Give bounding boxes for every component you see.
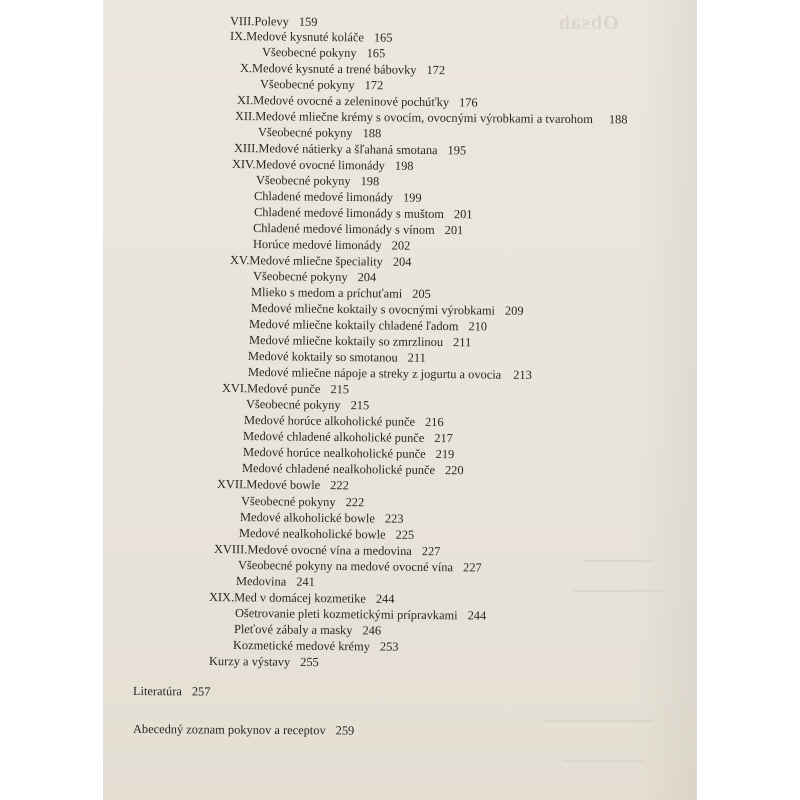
page-number: 198 <box>394 158 414 173</box>
chapter-number: XIII. <box>233 141 259 156</box>
entry-title: Medové ovocné limonády <box>255 157 385 173</box>
toc-back-matter-entry <box>133 684 211 699</box>
entry-title: Med v domácej kozmetike <box>234 590 366 606</box>
toc-chapter-entry <box>209 590 395 606</box>
entry-title: Všeobecné pokyny <box>240 494 336 509</box>
entry-title: Medové chladené nealkoholické punče <box>241 461 436 478</box>
page-number: 241 <box>296 574 315 589</box>
entry-title: Chladené medové limonády s vínom <box>252 221 435 237</box>
entry-title: Všeobecné pokyny <box>259 77 355 92</box>
toc-section-entry <box>253 237 410 253</box>
toc-section-entry <box>249 333 471 349</box>
page-number: 227 <box>421 544 441 559</box>
page-number: 253 <box>379 639 399 654</box>
entry-title: Medové kysnuté a trené bábovky <box>251 61 417 77</box>
chapter-number: X. <box>239 61 253 76</box>
toc-chapter-entry <box>240 61 445 77</box>
page-number: 222 <box>345 495 365 510</box>
entry-title: Medové horúce nealkoholické punče <box>242 445 426 461</box>
entry-title: Medové ovocné vína a medovina <box>247 542 412 559</box>
page-number: 201 <box>444 223 464 238</box>
chapter-number: XI. <box>236 93 254 108</box>
toc-chapter-entry <box>230 253 412 269</box>
book-page <box>103 0 697 800</box>
page-number: 199 <box>402 190 422 205</box>
toc-chapter-entry <box>230 14 318 29</box>
entry-title: Medové mliečne špeciality <box>249 253 383 269</box>
entry-title: Kurzy a výstavy <box>208 654 291 669</box>
entry-title: Všeobecné pokyny <box>257 125 353 140</box>
toc-section-entry <box>251 285 431 301</box>
toc-chapter-entry <box>214 542 441 558</box>
page-number: 227 <box>462 560 482 575</box>
toc-chapter-entry <box>222 381 349 396</box>
toc-section-entry <box>248 365 532 382</box>
chapter-number: IX. <box>229 29 247 44</box>
page-number: 188 <box>362 126 382 141</box>
entry-title: Medové kysnuté koláče <box>246 29 364 45</box>
entry-title: Medové mliečne krémy s ovocím, ovocnými výrobkami a tvarohom <box>255 109 593 127</box>
page-number: 219 <box>435 447 455 462</box>
chapter-number: XVIII. <box>213 542 248 557</box>
entry-title: Všeobecné pokyny <box>255 173 351 188</box>
bleed-through-title: Obsah <box>558 12 619 34</box>
entry-title: Horúce medové limonády <box>252 237 382 253</box>
entry-title: Medové koktaily so smotanou <box>247 349 398 365</box>
entry-title: Kozmetické medové krémy <box>232 638 371 654</box>
entry-title: Medové mliečne koktaily s ovocnými výrobkami <box>250 301 496 318</box>
entry-title: Medové chladené alkoholické punče <box>242 429 425 445</box>
toc-section-entry <box>246 397 369 412</box>
chapter-number: XVII. <box>216 477 247 492</box>
page-number: 201 <box>453 207 473 222</box>
toc-section-entry <box>258 125 381 140</box>
toc-section-entry <box>254 189 422 205</box>
page-number: 211 <box>452 335 472 350</box>
toc-section-entry <box>244 413 444 429</box>
page-number: 204 <box>392 254 412 269</box>
entry-title: Medové nátierky a šľahaná smotana <box>258 141 438 158</box>
page-number: 255 <box>300 654 319 670</box>
toc-section-entry <box>249 317 487 333</box>
toc-section-entry <box>262 45 385 60</box>
page-number: 257 <box>191 684 211 699</box>
page-number: 223 <box>384 511 404 526</box>
entry-title: Medové mliečne koktaily so zmrzlinou <box>248 333 444 350</box>
page-number: 220 <box>444 463 464 478</box>
entry-title: Medové horúce alkoholické punče <box>243 413 416 429</box>
entry-title: Ošetrovanie pleti kozmetickými prípravkami <box>234 606 458 623</box>
chapter-number: XIV. <box>231 157 256 172</box>
chapter-number: XVI. <box>221 381 248 396</box>
toc-chapter-entry <box>217 477 349 492</box>
page-number: 165 <box>373 30 393 45</box>
toc-section-entry <box>243 445 454 461</box>
toc-section-entry <box>241 494 364 509</box>
toc-chapter-entry <box>230 29 393 45</box>
page-number: 215 <box>350 398 370 413</box>
toc-section-entry <box>254 205 473 221</box>
page-number: 176 <box>459 95 478 110</box>
page-number: 205 <box>412 286 431 301</box>
page-number: 259 <box>335 723 355 738</box>
page-number: 172 <box>364 78 384 93</box>
entry-title: Medové ovocné a zeleninové pochúťky <box>253 93 450 110</box>
page-number: 202 <box>391 238 411 253</box>
page-number: 213 <box>513 367 532 382</box>
table-of-contents <box>103 0 697 800</box>
page-number: 209 <box>504 303 524 318</box>
page-number: 246 <box>362 623 382 638</box>
chapter-number: XII. <box>234 109 256 124</box>
toc-section-entry <box>239 526 414 542</box>
toc-section-entry <box>260 77 383 92</box>
toc-section-entry <box>243 429 453 445</box>
toc-section-entry <box>242 461 464 477</box>
entry-title: Literatúra <box>132 684 182 699</box>
entry-title: Medové bowle <box>246 477 321 493</box>
page-number: 215 <box>330 382 350 397</box>
page-number: 244 <box>375 591 395 606</box>
entry-title: Medové mliečne koktaily chladené ľadom <box>248 317 459 334</box>
entry-title: Mlieko s medom a príchuťami <box>250 285 403 301</box>
page-number: 204 <box>357 270 377 285</box>
entry-title: Všeobecné pokyny <box>245 397 341 412</box>
entry-title: Abecedný zoznam pokynov a receptov <box>132 722 326 738</box>
entry-title: Všeobecné pokyny na medové ovocné vína <box>237 558 454 575</box>
toc-section-entry <box>248 349 426 365</box>
toc-chapter-entry <box>234 141 466 157</box>
chapter-number: XV. <box>229 253 250 268</box>
toc-section-entry <box>234 622 381 638</box>
page-number: 210 <box>468 319 488 334</box>
page-number: 159 <box>298 14 318 29</box>
toc-section-entry <box>236 574 315 589</box>
toc-back-matter-entry <box>133 722 354 738</box>
page-number: 188 <box>608 112 628 127</box>
entry-title: Polevy <box>254 14 289 29</box>
toc-section-entry <box>240 510 404 526</box>
toc-section-entry <box>238 558 482 575</box>
toc-section-entry <box>233 638 399 654</box>
entry-title: Všeobecné pokyny <box>261 45 357 60</box>
page-number: 222 <box>330 478 349 493</box>
toc-chapter-entry <box>235 109 628 126</box>
entry-title: Chladené medové limonády <box>253 189 394 205</box>
page-number: 225 <box>395 527 415 542</box>
entry-title: Chladené medové limonády s muštom <box>253 205 445 221</box>
page-number: 195 <box>447 143 467 158</box>
toc-section-entry <box>235 606 486 623</box>
page-number: 172 <box>426 62 446 78</box>
entry-title: Medové mliečne nápoje a streky z jogurtu a ovocia <box>247 365 502 382</box>
entry-title: Všeobecné pokyny <box>252 269 348 284</box>
toc-section-entry <box>253 221 463 237</box>
page-number: 244 <box>467 608 487 623</box>
page-number: 165 <box>366 46 386 61</box>
page-number: 216 <box>424 414 444 430</box>
page-number: 211 <box>407 350 426 365</box>
page-number: 217 <box>434 431 453 446</box>
page-number: 198 <box>360 174 380 189</box>
entry-title: Pleťové zábaly a masky <box>233 622 353 638</box>
entry-title: Medovina <box>235 574 287 589</box>
toc-chapter-entry <box>237 93 478 110</box>
toc-section-entry <box>253 269 376 284</box>
entry-title: Medové alkoholické bowle <box>239 510 375 526</box>
toc-section-entry <box>209 654 319 669</box>
toc-section-entry <box>256 173 379 188</box>
chapter-number: XIX. <box>208 590 235 605</box>
chapter-number: VIII. <box>229 14 255 29</box>
toc-chapter-entry <box>232 157 414 173</box>
toc-section-entry <box>251 301 524 318</box>
entry-title: Medové punče <box>247 381 321 397</box>
entry-title: Medové nealkoholické bowle <box>238 526 386 542</box>
